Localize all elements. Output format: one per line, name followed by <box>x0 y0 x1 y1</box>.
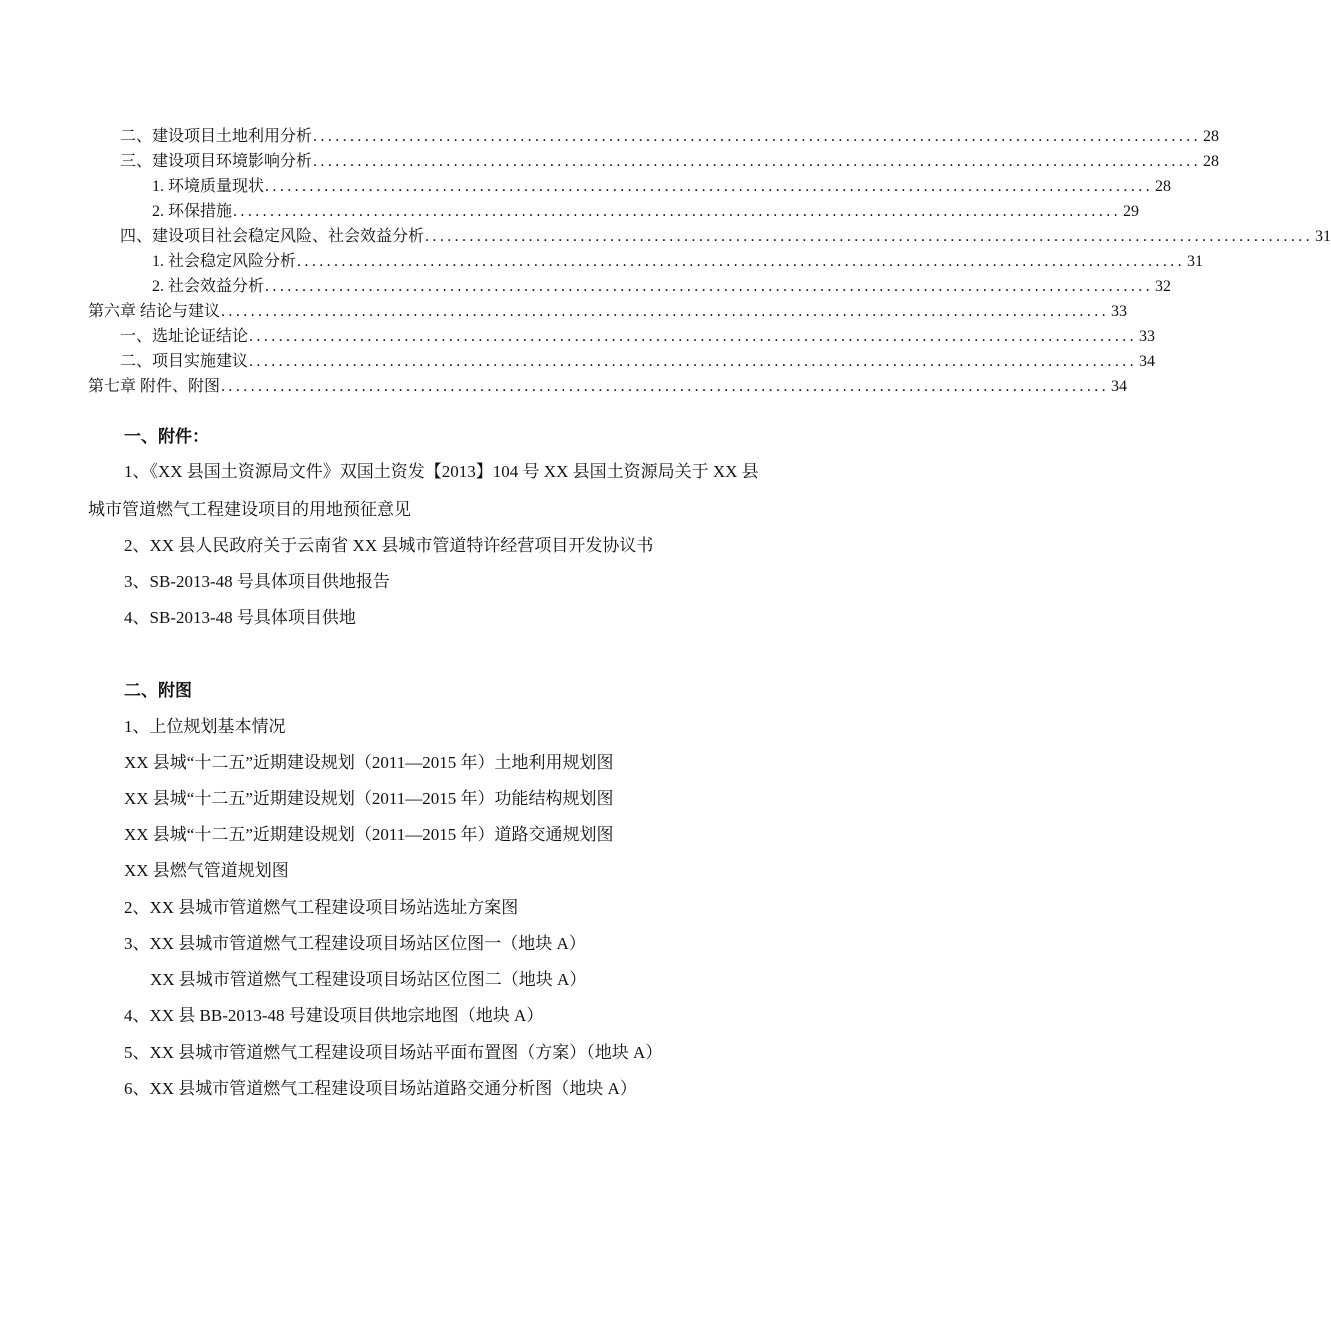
toc-entry-label: 2. 社会效益分析 <box>152 278 265 295</box>
attachments-section <box>88 426 850 448</box>
figure-item-1: 1、上位规划基本情况 <box>124 717 286 736</box>
toc-entry-label: 第七章 附件、附图 <box>88 378 221 395</box>
attachment-item <box>88 571 850 593</box>
figure-item-1a: XX 县城“十二五”近期建设规划（2011—2015 年）土地利用规划图 <box>124 753 614 772</box>
attachment-item <box>88 535 850 557</box>
toc-entry <box>88 174 1172 199</box>
toc-leader-dots: ........................................................................................................................ <box>297 253 1186 270</box>
figure-item <box>88 860 850 882</box>
figure-item <box>88 897 850 919</box>
toc-leader-dots: ........................................................................................................................ <box>313 153 1202 170</box>
toc-entry-label: 四、建设项目社会稳定风险、社会效益分析 <box>120 228 425 245</box>
figure-item-5: 5、XX 县城市管道燃气工程建设项目场站平面布置图（方案）（地块 A） <box>124 1043 663 1062</box>
figure-item-6: 6、XX 县城市管道燃气工程建设项目场站道路交通分析图（地块 A） <box>124 1079 637 1098</box>
toc-entry-page: 28 <box>1155 178 1172 195</box>
figure-item-2: 2、XX 县城市管道燃气工程建设项目场站选址方案图 <box>124 898 519 917</box>
toc-leader-dots: ........................................................................................................................ <box>221 378 1110 395</box>
toc-entry-label: 三、建设项目环境影响分析 <box>120 153 313 170</box>
toc-entry-label: 2. 环保措施 <box>152 203 233 220</box>
toc-leader-dots: ........................................................................................................................ <box>313 128 1202 145</box>
table-of-contents <box>88 124 1331 399</box>
figure-item-1c: XX 县城“十二五”近期建设规划（2011—2015 年）道路交通规划图 <box>124 825 614 844</box>
figures-heading: 二、附图 <box>124 681 192 700</box>
toc-entry-page: 33 <box>1111 303 1128 320</box>
toc-entry-page: 34 <box>1111 378 1128 395</box>
toc-leader-dots: ........................................................................................................................ <box>265 278 1154 295</box>
toc-leader-dots: ........................................................................................................................ <box>233 203 1122 220</box>
toc-entry-page: 33 <box>1139 328 1156 345</box>
toc-entry-label: 1. 环境质量现状 <box>152 178 265 195</box>
toc-leader-dots: ........................................................................................................................ <box>249 353 1138 370</box>
figure-item <box>88 716 850 738</box>
figure-item <box>88 969 850 991</box>
attachment-item-4: 4、SB-2013-48 号具体项目供地 <box>124 608 356 627</box>
toc-entry <box>88 349 1156 374</box>
toc-entry-page: 28 <box>1203 128 1220 145</box>
attachment-item-1-line2: 城市管道燃气工程建设项目的用地预征意见 <box>88 500 411 519</box>
toc-entry-page: 31 <box>1315 228 1331 245</box>
figure-item <box>88 1078 850 1100</box>
figure-item <box>88 788 850 810</box>
toc-entry-label: 一、选址论证结论 <box>120 328 249 345</box>
figure-item-4: 4、XX 县 BB-2013-48 号建设项目供地宗地图（地块 A） <box>124 1006 544 1025</box>
figures-section <box>88 680 850 702</box>
toc-leader-dots: ........................................................................................................................ <box>265 178 1154 195</box>
toc-entry-label: 第六章 结论与建议 <box>88 303 221 320</box>
figure-item <box>88 752 850 774</box>
figure-item-3b: XX 县城市管道燃气工程建设项目场站区位图二（地块 A） <box>150 970 587 989</box>
attachment-item <box>88 499 850 521</box>
attachment-item <box>88 607 850 629</box>
attachment-item <box>88 461 850 483</box>
toc-entry <box>88 199 1140 224</box>
figure-item-1b: XX 县城“十二五”近期建设规划（2011—2015 年）功能结构规划图 <box>124 789 614 808</box>
toc-leader-dots: ........................................................................................................................ <box>249 328 1138 345</box>
toc-entry <box>88 149 1220 174</box>
toc-entry <box>88 224 1331 249</box>
figure-item <box>88 1042 850 1064</box>
attachments-heading: 一、附件： <box>124 427 209 446</box>
toc-entry-label: 二、建设项目土地利用分析 <box>120 128 313 145</box>
toc-entry-page: 29 <box>1123 203 1140 220</box>
toc-entry-page: 31 <box>1187 253 1204 270</box>
figure-item <box>88 1005 850 1027</box>
attachment-item-3: 3、SB-2013-48 号具体项目供地报告 <box>124 572 390 591</box>
toc-entry-page: 32 <box>1155 278 1172 295</box>
figure-item-3: 3、XX 县城市管道燃气工程建设项目场站区位图一（地块 A） <box>124 934 586 953</box>
figure-item <box>88 824 850 846</box>
toc-entry <box>88 324 1156 349</box>
attachment-item-1-line1: 1、《XX 县国土资源局文件》双国土资发【2013】104 号 XX 县国土资源局关于 XX 县 <box>124 462 759 481</box>
toc-entry <box>88 249 1204 274</box>
figure-item-1d: XX 县燃气管道规划图 <box>124 861 289 880</box>
toc-entry <box>88 124 1220 149</box>
toc-entry-page: 28 <box>1203 153 1220 170</box>
toc-entry <box>88 299 1128 324</box>
toc-leader-dots: ........................................................................................................................ <box>425 228 1314 245</box>
attachment-item-2: 2、XX 县人民政府关于云南省 XX 县城市管道特许经营项目开发协议书 <box>124 536 654 555</box>
toc-entry-label: 1. 社会稳定风险分析 <box>152 253 297 270</box>
toc-entry <box>88 374 1128 399</box>
toc-leader-dots: ........................................................................................................................ <box>221 303 1110 320</box>
figure-item <box>88 933 850 955</box>
toc-entry-page: 34 <box>1139 353 1156 370</box>
toc-entry-label: 二、项目实施建议 <box>120 353 249 370</box>
toc-entry <box>88 274 1172 299</box>
